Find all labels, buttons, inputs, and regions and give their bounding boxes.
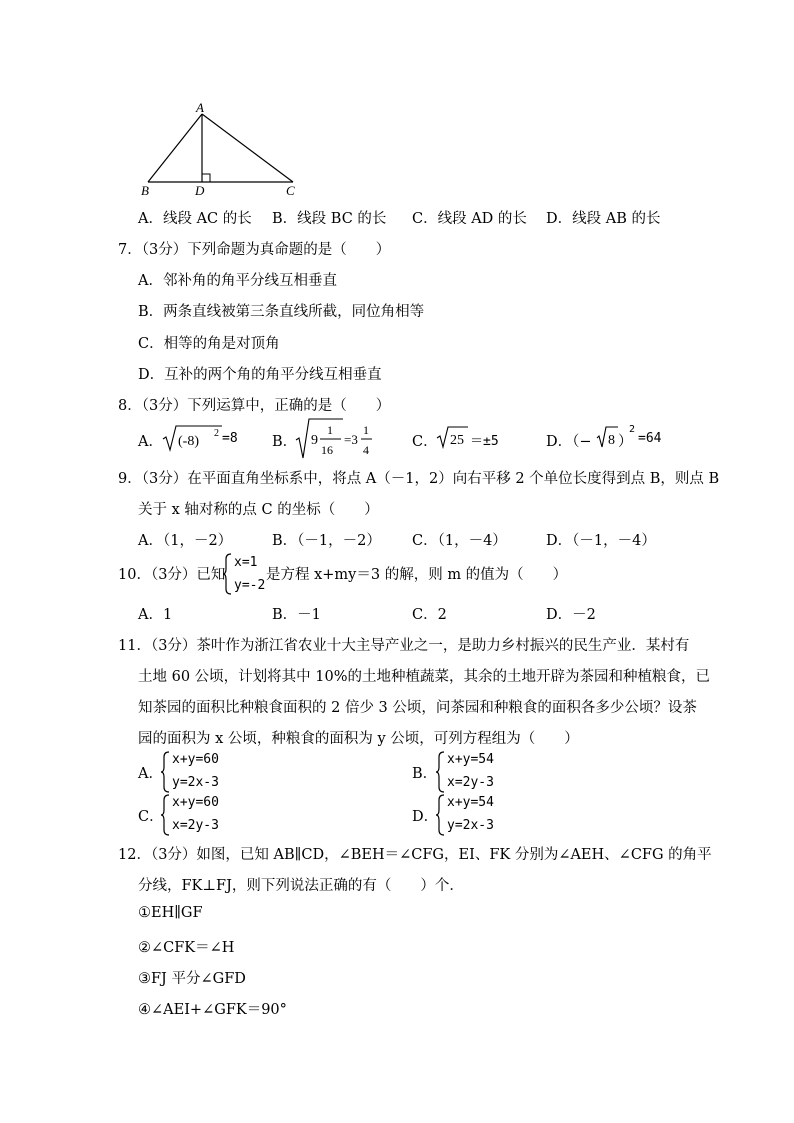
q10-option-d: D．－2 [546,607,596,623]
q11-c-eq2: x=2y-3 [172,818,219,833]
q9-line2: 关于 x 轴对称的点 C 的坐标（ ） [138,502,379,518]
q12-line2: 分线，FK⊥FJ，则下列说法正确的有（ ）个． [138,878,464,894]
q11-c-label: C． [138,809,164,825]
q8-d-rhs: =64 [638,431,662,446]
q8-a-label: A． [138,434,163,450]
q9-option-b: B．（－1，－2） [272,533,381,549]
q8-stem: 8．（3分）下列运算中，正确的是（ ） [118,398,391,414]
q10-option-c: C．2 [412,607,447,623]
label-d: D [195,183,205,198]
q8-b-rhs-num: 1 [363,423,369,437]
q6-option-c: C．线段 AD 的长 [412,211,527,227]
q11-b-eq1: x+y=54 [447,752,494,767]
q6-option-b: B．线段 BC 的长 [272,211,387,227]
q10-prefix: 10．（3分）已知 [118,567,226,583]
label-b: B [141,183,149,198]
q7-option-a: A．邻补角的角平分线互相垂直 [138,273,337,289]
q11-b-label: B． [412,766,438,782]
q12-line1: 12．（3分）如图，已知 AB∥CD，∠BEH＝∠CFG，EI、FK 分别为∠AEH、∠CFG 的角平 [118,847,712,863]
q11-c-eq1: x+y=60 [172,795,219,810]
q11-a-brace [160,751,170,793]
q11-line4: 园的面积为 x 公顷，种粮食的面积为 y 公顷，可列方程组为（ ） [138,731,579,747]
q11-a-eq1: x+y=60 [172,752,219,767]
q8-a-radicand: (-8) [178,434,199,449]
q8-b-den: 16 [321,443,333,457]
q11-d-label: D． [412,809,439,825]
q6-option-a: A．线段 AC 的长 [138,211,252,227]
q11-d-eq1: x+y=54 [447,795,494,810]
q7-option-c: C．相等的角是对顶角 [138,336,280,352]
q11-b-brace [435,751,445,793]
q8-b-num: 1 [327,423,333,437]
label-a: A [196,100,204,115]
q11-line1: 11．（3分）茶叶作为浙江省农业十大主导产业之一，是助力乡村振兴的民生产业．某村有 [118,638,690,654]
q12-statement-1: ①EH∥GF [138,905,203,921]
q8-b-rhs-whole: =3 [344,432,358,447]
q10-option-a: A．1 [138,607,173,623]
triangle-figure [135,100,310,198]
q8-d-radicand: 8 [608,433,615,448]
q8-c-radicand: 25 [450,433,464,448]
q7-option-d: D．互补的两个角的角平分线互相垂直 [138,367,382,383]
q8-b-whole: 9 [311,433,318,448]
q10-eq1: x=1 [234,555,258,570]
q8-a-rhs: =8 [222,431,238,446]
q8-option-a [138,430,163,451]
q9-option-d: D．（－1，－4） [546,533,656,549]
q7-stem: 7．（3分）下列命题为真命题的是（ ） [118,242,391,258]
q9-option-a: A．（1，－2） [138,533,233,549]
q8-b-label: B． [272,434,298,450]
q11-d-brace [435,794,445,836]
q8-c-label: C． [412,434,438,450]
q8-b-expr [295,416,385,460]
q9-line1: 9．（3分）在平面直角坐标系中，将点 A（－1，2）向右平移 2 个单位长度得到点 B，则点 B [118,471,720,487]
q12-statement-2: ②∠CFK＝∠H [138,940,235,956]
q9-option-c: C．（1，－4） [412,533,507,549]
q12-statement-3: ③FJ 平分∠GFD [138,971,246,987]
q7-option-b: B．两条直线被第三条直线所截，同位角相等 [138,304,425,320]
q11-c-brace [160,794,170,836]
q11-a-label: A． [138,766,163,782]
q11-d-eq2: y=2x-3 [447,818,494,833]
label-c: C [286,183,295,198]
q10-brace [222,553,232,595]
q10-suffix: 是方程 x+my＝3 的解，则 m 的值为（ ） [266,567,568,583]
q8-c-rhs: ＝±5 [470,434,499,449]
q8-a-exponent: 2 [214,428,219,439]
q8-d-radical [596,424,620,450]
q8-c-radical [436,424,470,450]
q10-option-b: B．－1 [272,607,321,623]
q11-b-eq2: x=2y-3 [447,775,494,790]
q10-eq2: y=-2 [234,578,266,593]
q8-d-exponent: 2 [629,424,636,435]
q11-line2: 土地 60 公顷，计划将其中 10%的土地种植蔬菜，其余的土地开辟为茶园和种植粮食，已 [138,669,711,685]
q8-d-label: D．（− [546,434,592,450]
q8-d-mid: ） [618,434,633,450]
q11-a-eq2: y=2x-3 [172,775,219,790]
q8-b-rhs-den: 4 [363,443,369,457]
q6-option-d: D．线段 AB 的长 [546,211,661,227]
q11-line3: 知茶园的面积比种粮食面积的 2 倍少 3 公顷，问茶园和种粮食的面积各多少公顷？设茶 [138,700,697,716]
q12-statement-4: ④∠AEI+∠GFK＝90° [138,1002,287,1018]
